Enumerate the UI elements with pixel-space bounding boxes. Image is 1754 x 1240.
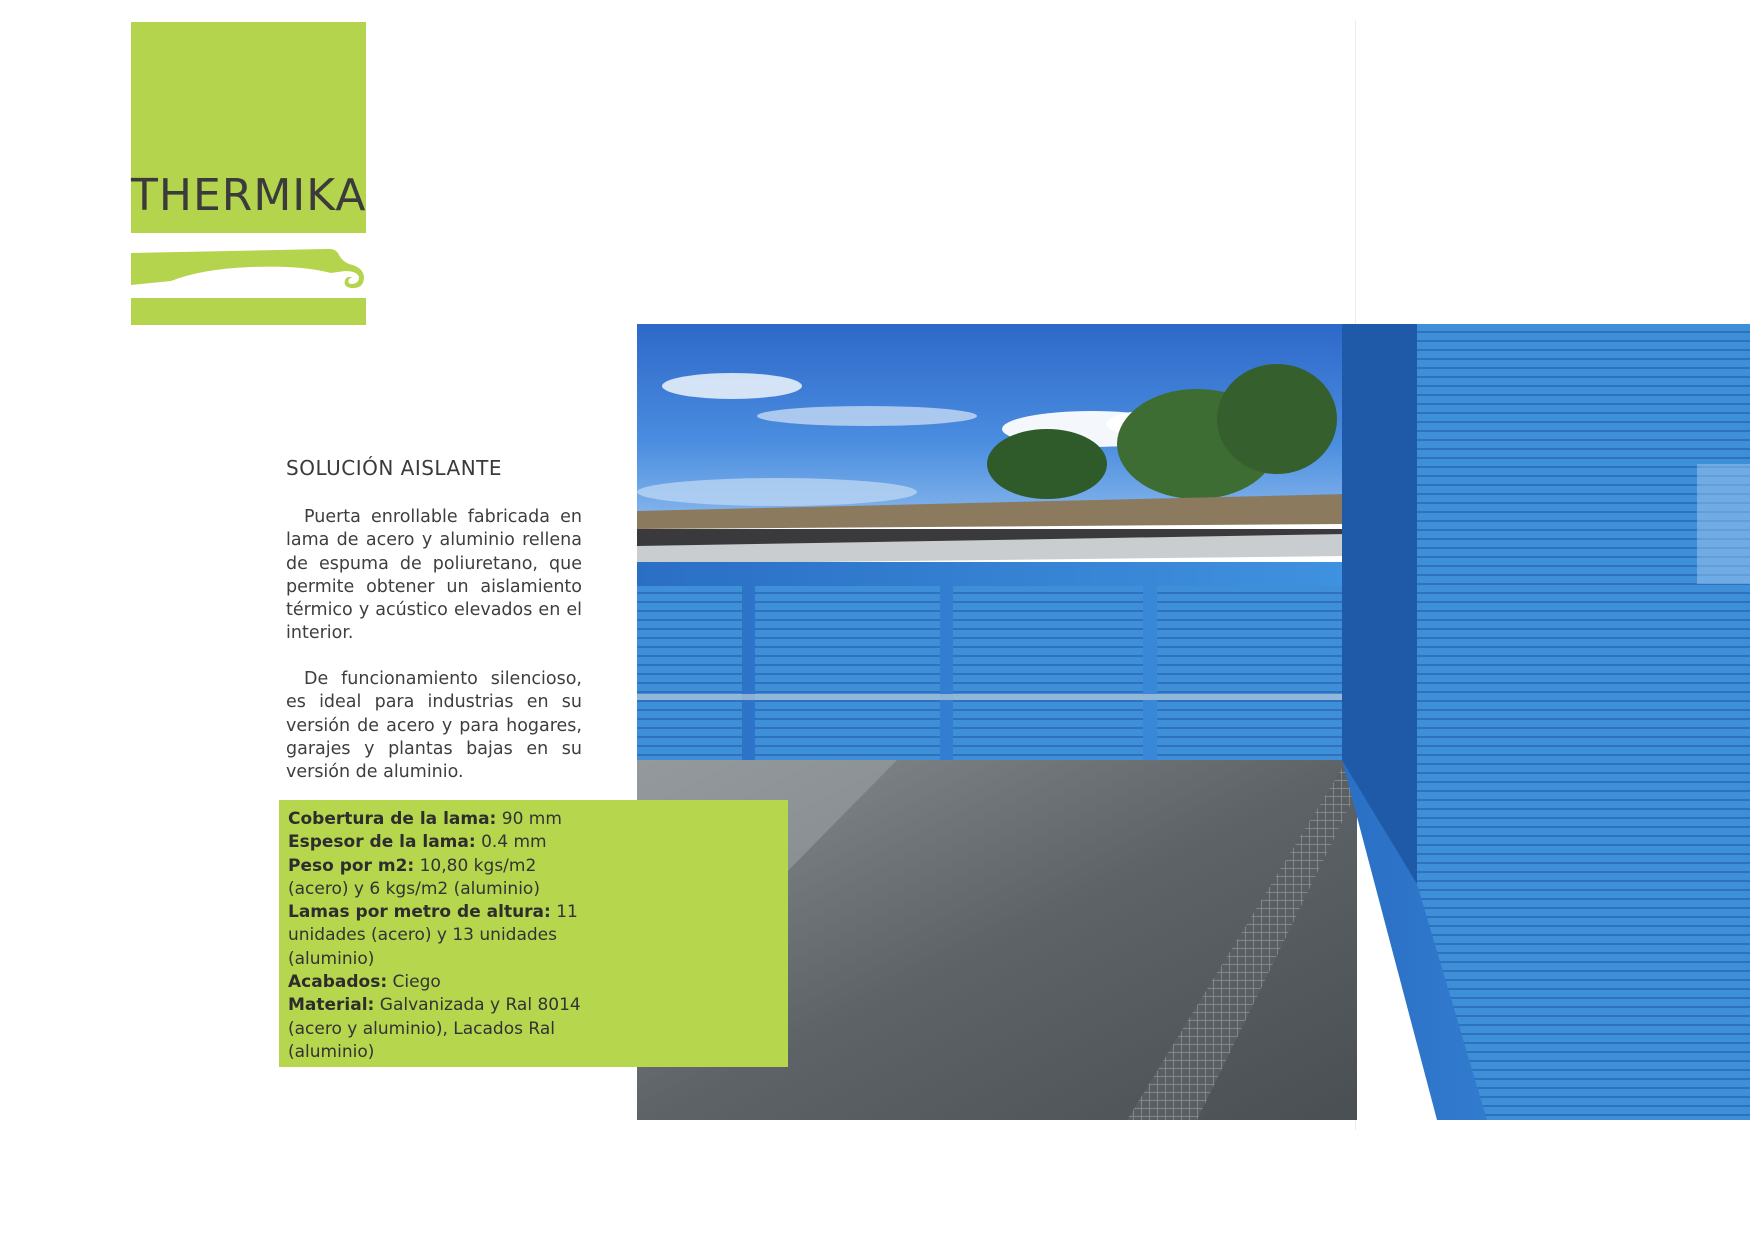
spec-label: Material: — [288, 995, 375, 1016]
spec-list — [279, 800, 588, 1064]
logo-block-bottom — [131, 298, 366, 325]
spec-label: Cobertura de la lama: — [288, 809, 497, 829]
description-paragraph: De funcionamiento silencioso, es ideal para industrias en su versión de acero y para hogares, garajes y plantas bajas en su versión de aluminio. — [286, 669, 582, 783]
spec-label: Lamas por metro de altura: — [288, 902, 551, 923]
spec-value: Galvanizada y Ral 8014 (acero y aluminio), Lacados Ral (aluminio) — [288, 995, 581, 1062]
slat-profile-icon — [131, 243, 366, 297]
spec-value: 10,80 kgs/m2 (acero) y 6 kgs/m2 (aluminio) — [288, 855, 540, 899]
spec-item — [288, 831, 588, 854]
brand-title: THERMIKA — [131, 170, 367, 221]
section-heading: SOLUCIÓN AISLANTE — [286, 456, 503, 480]
spec-item — [288, 855, 588, 902]
description-paragraph: Puerta enrollable fabricada en lama de acero y aluminio rellena de espuma de poliuretano, que permite obtener un aislamiento térmico y acústico elevados en el interior. — [286, 507, 582, 644]
spec-value: Ciego — [392, 972, 441, 993]
spec-label: Acabados: — [288, 972, 388, 993]
product-photo — [637, 324, 1750, 1120]
spec-label: Peso por m2: — [288, 855, 415, 876]
spec-item — [288, 808, 588, 831]
spec-value: 90 mm — [501, 809, 562, 829]
spec-item — [288, 994, 588, 1064]
spec-value: 0.4 mm — [481, 832, 547, 853]
spec-item — [288, 901, 588, 971]
spec-box — [279, 800, 788, 1067]
spec-item — [288, 971, 588, 994]
spec-label: Espesor de la lama: — [288, 832, 476, 853]
spec-value: 11 unidades (acero) y 13 unidades (aluminio) — [288, 902, 578, 969]
